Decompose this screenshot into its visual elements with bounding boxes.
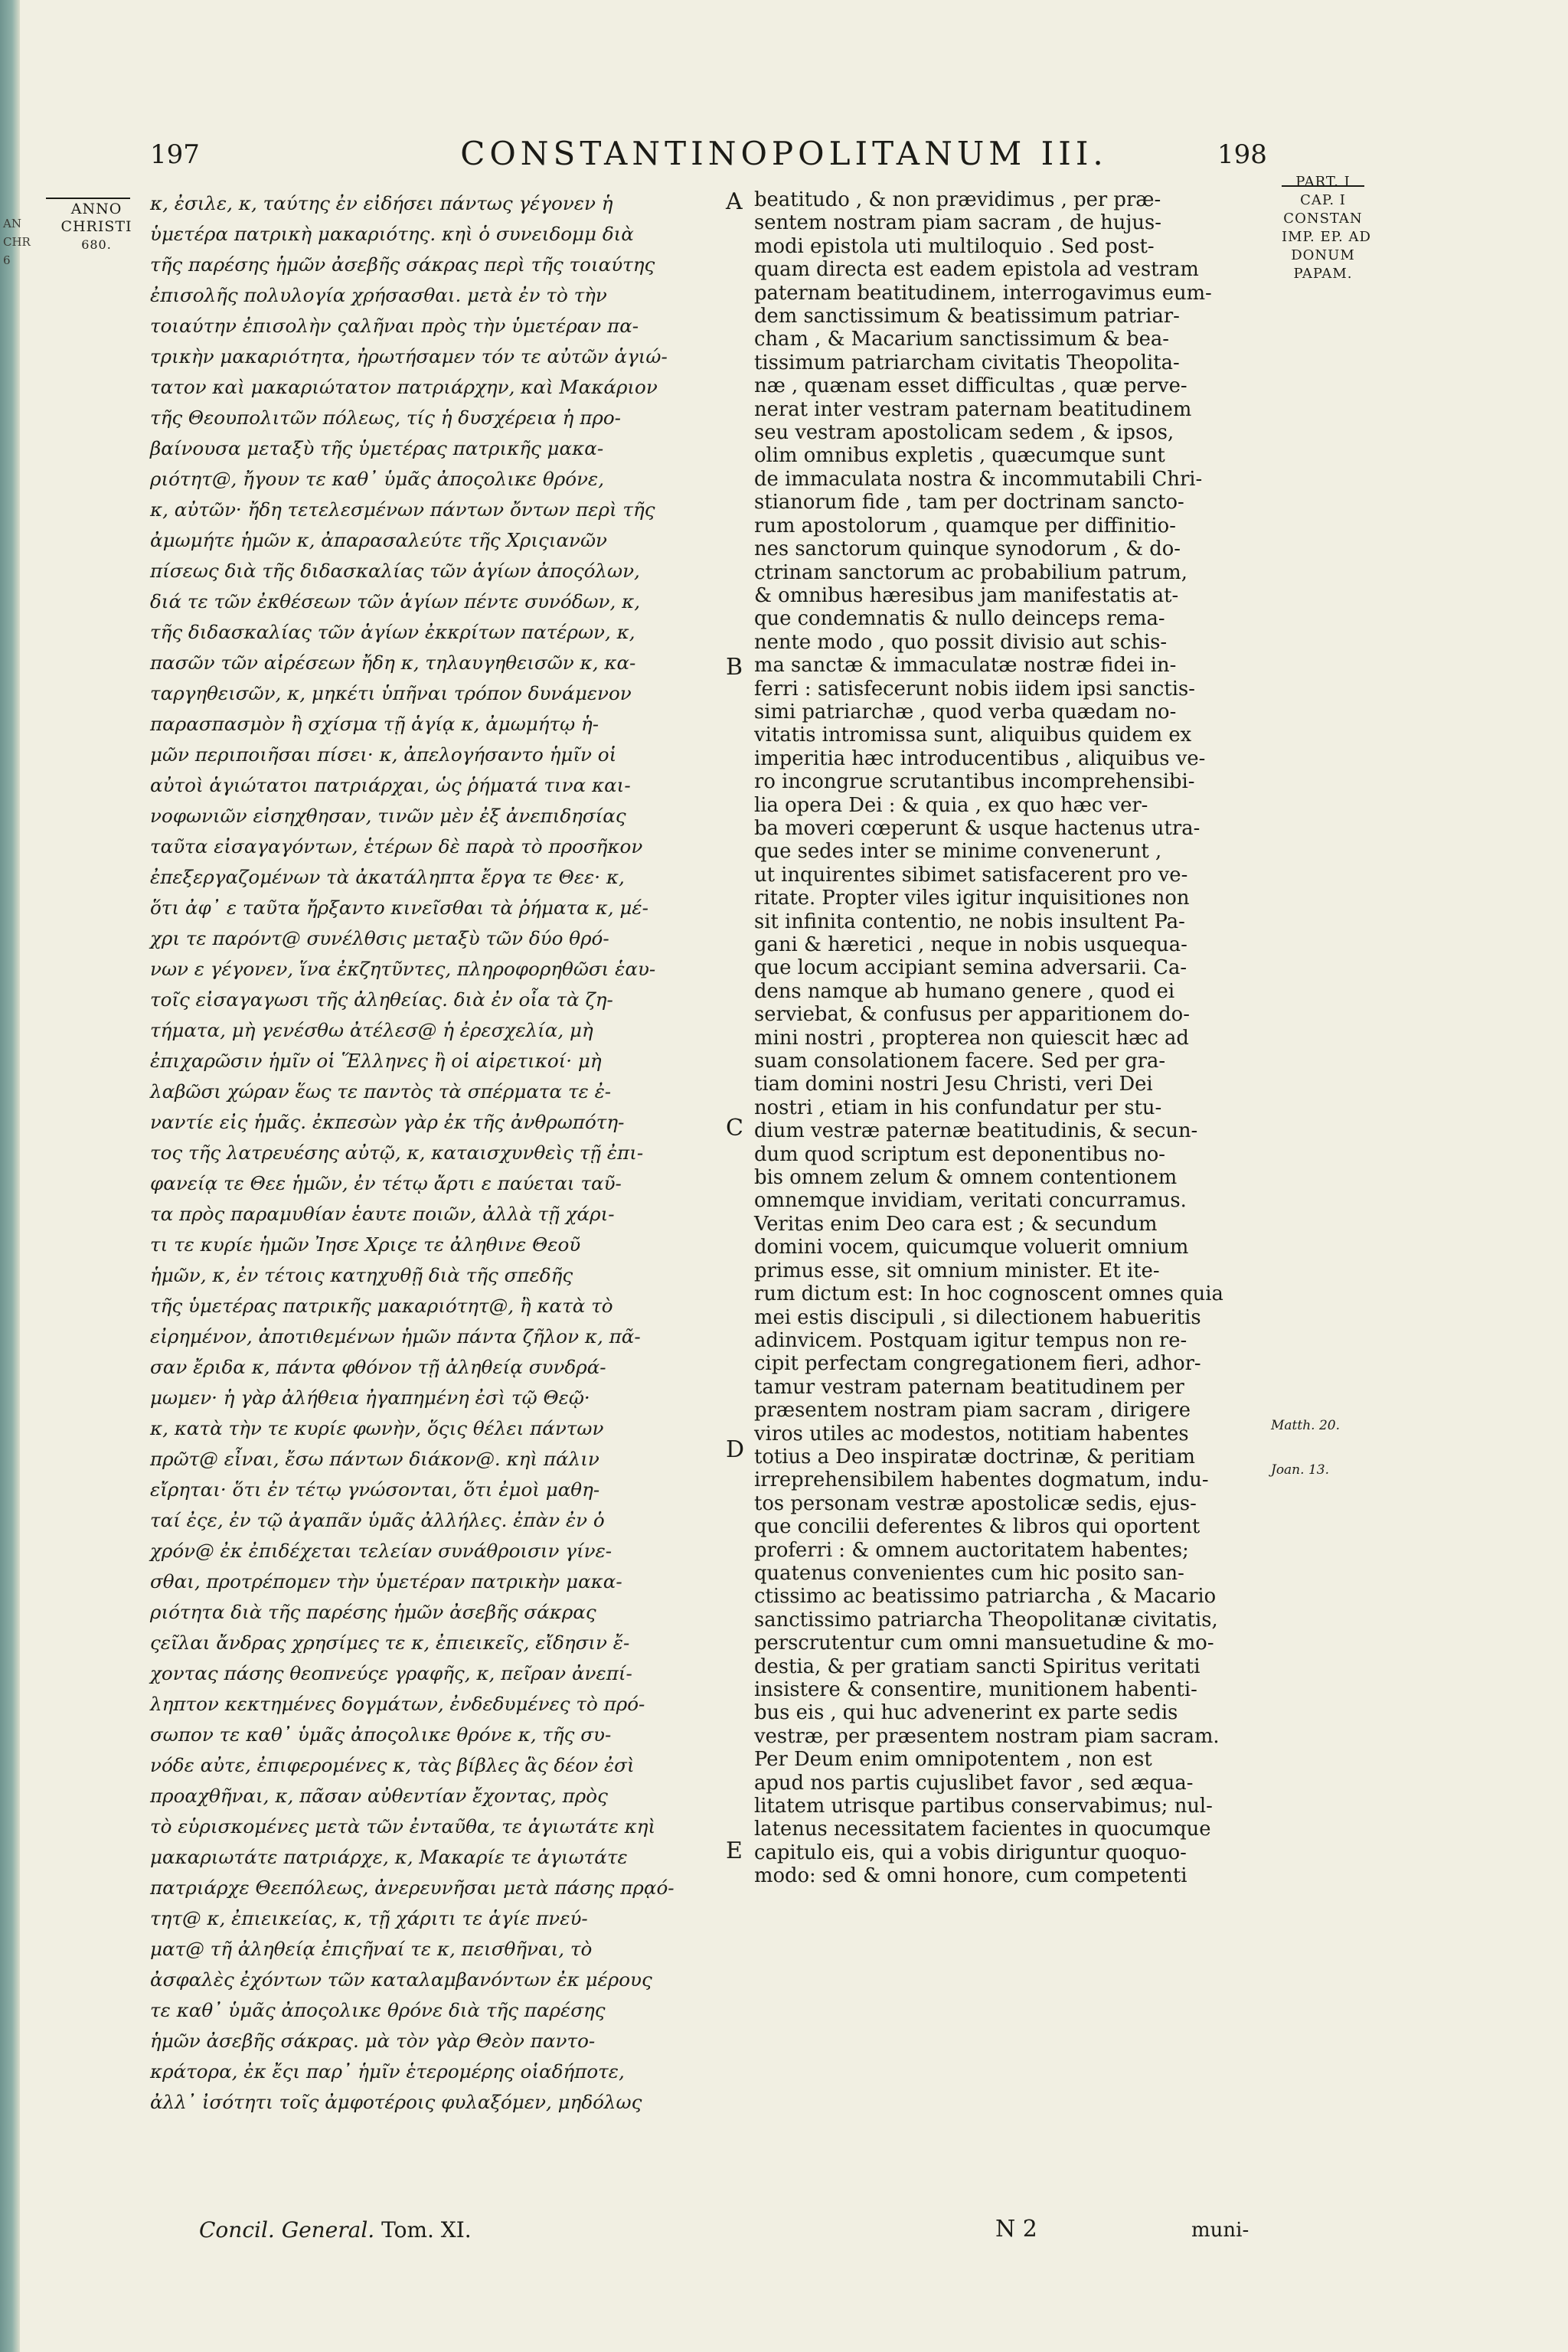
latin-text-line: sentem nostram piam sacram , de hujus- [754, 211, 1161, 235]
latin-text-line: lia opera Dei : & quia , ex quo hæc ver- [754, 793, 1148, 817]
greek-text-line: ταί ἐςε, ἐν τῷ ἀγαπᾶν ὑμᾶς ἀλλήλες. ἐπὰν ἐν ὁ [150, 1509, 605, 1531]
latin-text-line: tos personam vestræ apostolicæ sedis, ejus- [754, 1491, 1197, 1515]
greek-text-line: φανείᾳ τε Θεε ἡμῶν, ἐν τέτῳ ἄρτι ε παύεται ταῦ- [150, 1172, 622, 1194]
greek-text-line: τα πρὸς παραμυθίαν ἑαυτε ποιῶν, ἀλλὰ τῇ χάρι- [150, 1203, 615, 1225]
greek-text-line: ἡμῶν ἀσεβῆς σάκρας. μὰ τὸν γὰρ Θεὸν παντο- [150, 2030, 596, 2052]
latin-text-line: bus eis , qui huc advenerint ex parte sedis [754, 1701, 1178, 1725]
margin-rule [46, 198, 130, 199]
reference-matth: Matth. 20. [1271, 1418, 1340, 1433]
greek-text-line: νόδε αὐτε, ἐπιφερομένες κ, τὰς βίβλες ἃς δέον ἐσὶ [150, 1754, 635, 1776]
greek-text-line: αὐτοὶ ἁγιώτατοι πατριάρχαι, ὡς ῥήματά τινα και- [150, 774, 631, 796]
latin-text-line: destia, & per gratiam sancti Spiritus veritati [754, 1655, 1200, 1678]
greek-text-line: ὑμετέρα πατρικὴ μακαριότης. κηὶ ὁ συνειδομμ διὰ [150, 223, 634, 245]
page-number-right: 198 [1217, 139, 1267, 170]
page-number-left: 197 [150, 139, 200, 170]
latin-text-line: totius a Deo inspiratæ doctrinæ, & peritiam [754, 1445, 1195, 1468]
greek-text-line: τήματα, μὴ γενέσθω ἀτέλεσ@ ἡ ἐρεσχελία, μὴ [150, 1019, 593, 1041]
latin-text-line: ctissimo ac beatissimo patriarcha , & Macario [754, 1585, 1217, 1609]
greek-text-line: σθαι, προτρέπομεν τὴν ὑμετέραν πατρικὴν μακα- [150, 1570, 622, 1592]
greek-text-line: ληπτον κεκτημένες δογμάτων, ἐνδεδυμένες τὸ πρό- [150, 1693, 645, 1715]
latin-text-line: latenus necessitatem facientes in quocumque [754, 1818, 1211, 1841]
latin-text-column [754, 188, 1275, 1888]
greek-text-line: τατον καὶ μακαριώτατον πατριάρχην, καὶ Μακάριον [150, 376, 658, 398]
latin-text-line: dem sanctissimum & beatissimum patriar- [754, 305, 1180, 328]
footer-tome: Tom. XI. [381, 2217, 472, 2243]
greek-text-line: τὸ εὑρισκομένες μετὰ τῶν ἐνταῦθα, τε ἁγιωτάτε κηὶ [150, 1815, 656, 1838]
latin-text-line: que concilii deferentes & libros qui oportent [754, 1515, 1200, 1539]
latin-text-line: imperitia hæc introducentibus , aliquibus ve- [754, 746, 1206, 770]
greek-text-line: πατριάρχε Θεεπόλεως, ἀνερευνῆσαι μετὰ πάσης πρᾳό- [150, 1877, 675, 1899]
latin-text-line: cham , & Macarium sanctissimum & bea- [754, 328, 1169, 351]
greek-text-line: νοφωνιῶν εἰσηχθησαν, τινῶν μὲν ἐξ ἀνεπιδησίας [150, 805, 626, 827]
section-letter-c: C [726, 1115, 743, 1142]
latin-text-line: gani & hæretici , neque in nobis usquequa- [754, 933, 1187, 956]
latin-text-line: mini nostri , propterea non quiescit hæc ad [754, 1026, 1189, 1050]
latin-text-line: cipit perfectam congregationem fieri, adhor- [754, 1352, 1201, 1376]
greek-text-line: τῆς διδασκαλίας τῶν ἁγίων ἐκκρίτων πατέρων, κ, [150, 621, 635, 643]
greek-text-line: κράτορα, ἐκ ἔςι παρ᾽ ἡμῖν ἑτερομέρης οἱαδήποτε, [150, 2060, 625, 2082]
latin-text-line: rum apostolorum , quamque per diffinitio- [754, 514, 1176, 537]
greek-text-line: ἀσφαλὲς ἐχόντων τῶν καταλαμβανόντων ἐκ μέρους [150, 1968, 652, 1991]
greek-text-line: τρικὴν μακαριότητα, ἠρωτήσαμεν τόν τε αὐτῶν ἁγιώ- [150, 345, 668, 368]
greek-text-line: ὅτι ἀφ᾽ ε ταῦτα ἤρξαντο κινεῖσθαι τὰ ῥήματα κ, μέ- [150, 897, 648, 919]
latin-text-line: nes sanctorum quinque synodorum , & do- [754, 537, 1181, 561]
greek-text-line: νων ε γέγονεν, ἵνα ἐκζητῦντες, πληροφορηθῶσι ἑαυ- [150, 958, 656, 980]
section-letter-b: B [726, 654, 743, 681]
latin-text-line: que condemnatis & nullo deinceps rema- [754, 607, 1165, 631]
latin-text-line: sit infinita contentio, ne nobis insultent Pa- [754, 910, 1185, 933]
latin-text-line: apud nos partis cujuslibet favor , sed æqua- [754, 1771, 1194, 1795]
section-letter-e: E [726, 1838, 743, 1864]
section-letter-d: D [726, 1436, 745, 1463]
latin-text-line: proferri : & omnem auctoritatem habentes; [754, 1538, 1189, 1562]
greek-text-line: εἰρημένον, ἀποτιθεμένων ἡμῶν πάντα ζῆλον κ, πᾶ- [150, 1325, 641, 1348]
greek-text-line: χρόν@ ἐκ ἐπιδέχεται τελείαν συνάθροισιν γίνε- [150, 1540, 612, 1562]
greek-text-line: ριότητα διὰ τῆς παρέσης ἡμῶν ἀσεβῆς σάκρας [150, 1601, 596, 1623]
latin-text-line: ritate. Propter viles igitur inquisitiones non [754, 887, 1190, 910]
latin-text-line: litatem utrisque partibus conservabimus; nul- [754, 1795, 1213, 1818]
greek-text-column [150, 188, 720, 2118]
latin-text-line: tiam domini nostri Jesu Christi, veri Dei [754, 1073, 1153, 1096]
greek-text-line: προαχθῆναι, κ, πᾶσαν αὐθεντίαν ἔχοντας, πρὸς [150, 1785, 608, 1807]
latin-text-line: olim omnibus expletis , quæcumque sunt [754, 444, 1165, 468]
latin-text-line: ba moveri cœperunt & usque hactenus utra- [754, 816, 1200, 840]
greek-text-line: κ, ἐσιλε, κ, ταύτης ἐν εἰδήσει πάντως γέγονεν ἡ [150, 192, 613, 214]
latin-text-line: viros utiles ac modestos, notitiam habentes [754, 1422, 1189, 1446]
latin-text-line: tamur vestram paternam beatitudinem per [754, 1375, 1184, 1399]
greek-text-line: ριότητ@, ἤγουν τε καθ᾽ ὑμᾶς ἀποςολικε θρόνε, [150, 468, 605, 490]
latin-text-line: Per Deum enim omnipotentem , non est [754, 1748, 1152, 1772]
running-title: CONSTANTINOPOLITANUM III. [460, 135, 1108, 172]
greek-text-line: τῆς Θεουπολιτῶν πόλεως, τίς ἡ δυσχέρεια ἡ προ- [150, 407, 621, 429]
latin-text-line: tissimum patriarcham civitatis Theopolita- [754, 351, 1180, 374]
greek-text-line: μῶν περιποιῆσαι πίσει· κ, ἀπελογήσαντο ἡμῖν οἱ [150, 743, 617, 766]
latin-text-line: ma sanctæ & immaculatæ nostræ fidei in- [754, 654, 1177, 678]
latin-text-line: primus esse, sit omnium minister. Et ite- [754, 1259, 1160, 1282]
latin-text-line: modi epistola uti multiloquio . Sed post- [754, 234, 1155, 258]
greek-text-line: εἴρηται· ὅτι ἐν τέτῳ γνώσονται, ὅτι ἐμοὶ μαθη- [150, 1478, 600, 1501]
reference-joan: Joan. 13. [1271, 1462, 1329, 1478]
greek-text-line: ἐπισολῆς πολυλογία χρήσασθαι. μετὰ ἐν τὸ τὴν [150, 284, 607, 306]
greek-text-line: πίσεως διὰ τῆς διδασκαλίας τῶν ἁγίων ἀποςόλων, [150, 560, 640, 582]
latin-text-line: ut inquirentes sibimet satisfacerent pro ve- [754, 863, 1188, 887]
latin-text-line: quatenus convenientes cum hic posito san- [754, 1561, 1184, 1585]
latin-text-line: paternam beatitudinem, interrogavimus eum- [754, 281, 1212, 305]
latin-text-line: domini vocem, quicumque voluerit omnium [754, 1236, 1189, 1259]
latin-text-line: capitulo eis, qui a vobis diriguntur quoquo- [754, 1841, 1187, 1864]
greek-text-line: ἀμωμήτε ἡμῶν κ, ἀπαρασαλεύτε τῆς Χριςιανῶν [150, 529, 608, 551]
greek-text-line: ἀλλ᾽ ἰσότητι τοῖς ἀμφοτέροις φυλαξόμεν, μηδόλως [150, 2091, 642, 2113]
greek-text-line: ταῦτα εἰσαγαγόντων, ἑτέρων δὲ παρὰ τὸ προσῆκον [150, 835, 643, 858]
greek-text-line: τε καθ᾽ ὑμᾶς ἀποςολικε θρόνε διὰ τῆς παρέσης [150, 1999, 606, 2021]
margin-note-anno-christi: ANNO CHRISTI 680. [51, 201, 142, 253]
footer-volume [199, 2217, 472, 2243]
greek-text-line: ἡμῶν, κ, ἐν τέτοις κατηχυθῇ διὰ τῆς σπεδῆς [150, 1264, 573, 1286]
greek-text-line: σαν ἔριδα κ, πάντα φθόνον τῇ ἀληθείᾳ συνδρά- [150, 1356, 606, 1378]
margin-note-part: PART. I CAP. I CONSTAN IMP. EP. AD DONUM PAPAM. [1282, 174, 1371, 282]
catchword: muni- [1191, 2219, 1250, 2242]
latin-text-line: simi patriarchæ , quod verba quædam no- [754, 700, 1177, 724]
latin-text-line: perscrutentur cum omni mansuetudine & mo- [754, 1632, 1214, 1655]
latin-text-line: nostri , etiam in his confundatur per stu- [754, 1096, 1162, 1119]
greek-text-line: χρι τε παρόντ@ συνέλθσις μεταξὺ τῶν δύο θρό- [150, 927, 609, 949]
latin-text-line: nerat inter vestram paternam beatitudinem [754, 397, 1192, 421]
greek-text-line: πασῶν τῶν αἱρέσεων ἤδη κ, τηλαυγηθεισῶν κ, κα- [150, 652, 636, 674]
latin-text-line: dens namque ab humano genere , quod ei [754, 979, 1175, 1003]
greek-text-line: ματ@ τῆ ἀληθείᾳ ἐπιςῆναί τε κ, πεισθῆναι, τὸ [150, 1938, 593, 1960]
latin-text-line: adinvicem. Postquam igitur tempus non re- [754, 1328, 1187, 1352]
greek-text-line: διά τε τῶν ἐκθέσεων τῶν ἁγίων πέντε συνόδων, κ, [150, 590, 641, 612]
greek-text-line: τῆς ὑμετέρας πατρικῆς μακαριότητ@, ἢ κατὰ τὸ [150, 1295, 613, 1317]
latin-text-line: bis omnem zelum & omnem contentionem [754, 1166, 1178, 1190]
greek-text-line: τι τε κυρίε ἡμῶν Ἰησε Χριςε τε ἀληθινε Θεοῦ [150, 1233, 581, 1256]
greek-text-line: μωμεν· ἡ γὰρ ἀλήθεια ἠγαπημένη ἐσὶ τῷ Θεῷ· [150, 1387, 590, 1409]
facing-page-edge [0, 0, 20, 2352]
greek-text-line: ἐπιχαρῶσιν ἡμῖν οἱ Ἕλληνες ἢ οἱ αἱρετικοί· μὴ [150, 1050, 602, 1072]
latin-text-line: næ , quænam esset difficultas , quæ perve- [754, 374, 1187, 398]
latin-text-line: nente modo , quo possit divisio aut schis- [754, 630, 1168, 654]
latin-text-line: quam directa est eadem epistola ad vestram [754, 258, 1199, 282]
greek-text-line: ἐπεξεργαζομένων τὰ ἀκατάληπτα ἔργα τε Θεε· κ, [150, 866, 625, 888]
latin-text-line: serviebat, & confusus per apparitionem do- [754, 1003, 1190, 1027]
greek-text-line: πρῶτ@ εἶναι, ἔσω πάντων διάκον@. κηὶ πάλιν [150, 1448, 599, 1470]
latin-text-line: beatitudo , & non prævidimus , per præ- [754, 188, 1161, 211]
latin-text-line: omnemque invidiam, veritati concurramus. [754, 1189, 1187, 1213]
greek-text-line: ναντίε εἰς ἡμᾶς. ἐκπεσὼν γὰρ ἐκ τῆς ἀνθρωπότη- [150, 1111, 625, 1133]
latin-text-line: que locum accipiant semina adversarii. Ca- [754, 956, 1187, 980]
latin-text-line: mei estis discipuli , si dilectionem habueritis [754, 1305, 1201, 1329]
margin-rule [1282, 185, 1364, 187]
section-letters [726, 188, 749, 2118]
greek-text-line: χοντας πάσης θεοπνεύςε γραφῆς, κ, πεῖραν ἀνεπί- [150, 1662, 632, 1684]
latin-text-line: ro incongrue scrutantibus incomprehensibi- [754, 770, 1195, 794]
latin-text-line: vitatis intromissa sunt, aliquibus quidem ex [754, 724, 1192, 747]
greek-text-line: τοιαύτην ἐπισολὴν ςαλῆναι πρὸς τὴν ὑμετέραν πα- [150, 315, 639, 337]
greek-text-line: παρασπασμὸν ἢ σχίσμα τῇ ἁγίᾳ κ, ἀμωμήτῳ ἡ- [150, 713, 599, 735]
latin-text-line: insistere & consentire, munitionem habenti- [754, 1678, 1197, 1701]
latin-text-line: ctrinam sanctorum ac probabilium patrum, [754, 560, 1187, 584]
latin-text-line: ferri : satisfecerunt nobis iidem ipsi sanctis- [754, 677, 1195, 701]
greek-text-line: τοῖς εἰσαγαγωσι τῆς ἀληθείας. διὰ ἐν οἷα τὰ ζη- [150, 988, 613, 1011]
greek-text-line: βαίνουσα μεταξὺ τῆς ὑμετέρας πατρικῆς μακα- [150, 437, 604, 459]
latin-text-line: modo: sed & omni honore, cum competenti [754, 1864, 1187, 1888]
latin-text-line: sanctissimo patriarcha Theopolitanæ civitatis, [754, 1608, 1218, 1632]
footer-collection: Concil. General. [199, 2217, 375, 2243]
greek-text-line: τητ@ κ, ἐπιεικείας, κ, τῇ χάριτι τε ἁγίε πνεύ- [150, 1907, 588, 1929]
latin-text-line: suam consolationem facere. Sed per gra- [754, 1050, 1166, 1073]
latin-text-line: que sedes inter se minime convenerunt , [754, 840, 1162, 864]
greek-text-line: κ, κατὰ τὴν τε κυρίε φωνὴν, ὅςις θέλει πάντων [150, 1417, 604, 1439]
greek-text-line: ταργηθεισῶν, κ, μηκέτι ὑπῆναι τρόπον δυνάμενον [150, 682, 632, 704]
greek-text-line: μακαριωτάτε πατριάρχε, κ, Μακαρίε τε ἁγιωτάτε [150, 1846, 628, 1868]
latin-text-line: irreprehensibilem habentes dogmatum, indu- [754, 1468, 1209, 1492]
greek-text-line: κ, αὐτῶν· ἤδη τετελεσμένων πάντων ὄντων περὶ τῆς [150, 498, 655, 521]
signature-mark: N 2 [995, 2216, 1037, 2243]
greek-text-line: σωπον τε καθ᾽ ὑμᾶς ἀποςολικε θρόνε κ, τῆς συ- [150, 1723, 612, 1746]
section-letter-a: A [726, 188, 743, 215]
latin-text-line: rum dictum est: In hoc cognoscent omnes quia [754, 1282, 1223, 1306]
latin-text-line: de immaculata nostra & incommutabili Chri- [754, 467, 1203, 491]
greek-text-line: λαβῶσι χώραν ἕως τε παντὸς τὰ σπέρματα τε ἐ- [150, 1080, 612, 1102]
latin-text-line: Veritas enim Deo cara est ; & secundum [754, 1212, 1158, 1236]
greek-text-line: ςεῖλαι ἄνδρας χρησίμες τε κ, ἐπιεικεῖς, εἴδησιν ἔ- [150, 1632, 630, 1654]
latin-text-line: seu vestram apostolicam sedem , & ipsos, [754, 421, 1174, 445]
latin-text-line: præsentem nostram piam sacram , dirigere [754, 1399, 1191, 1423]
latin-text-line: dium vestræ paternæ beatitudinis, & secun- [754, 1119, 1198, 1143]
latin-text-line: vestræ, per præsentem nostram piam sacram. [754, 1724, 1220, 1748]
latin-text-line: stianorum fide , tam per doctrinam sancto- [754, 491, 1184, 514]
greek-text-line: τῆς παρέσης ἡμῶν ἀσεβῆς σάκρας περὶ τῆς τοιαύτης [150, 253, 655, 276]
latin-text-line: dum quod scriptum est deponentibus no- [754, 1142, 1166, 1166]
previous-page-margin-note: AN CHR 6 [3, 217, 31, 267]
greek-text-line: τος τῆς λατρευέσης αὐτῷ, κ, καταισχυνθεὶς τῇ ἐπι- [150, 1142, 644, 1164]
latin-text-line: & omnibus hæresibus jam manifestatis at- [754, 583, 1179, 607]
